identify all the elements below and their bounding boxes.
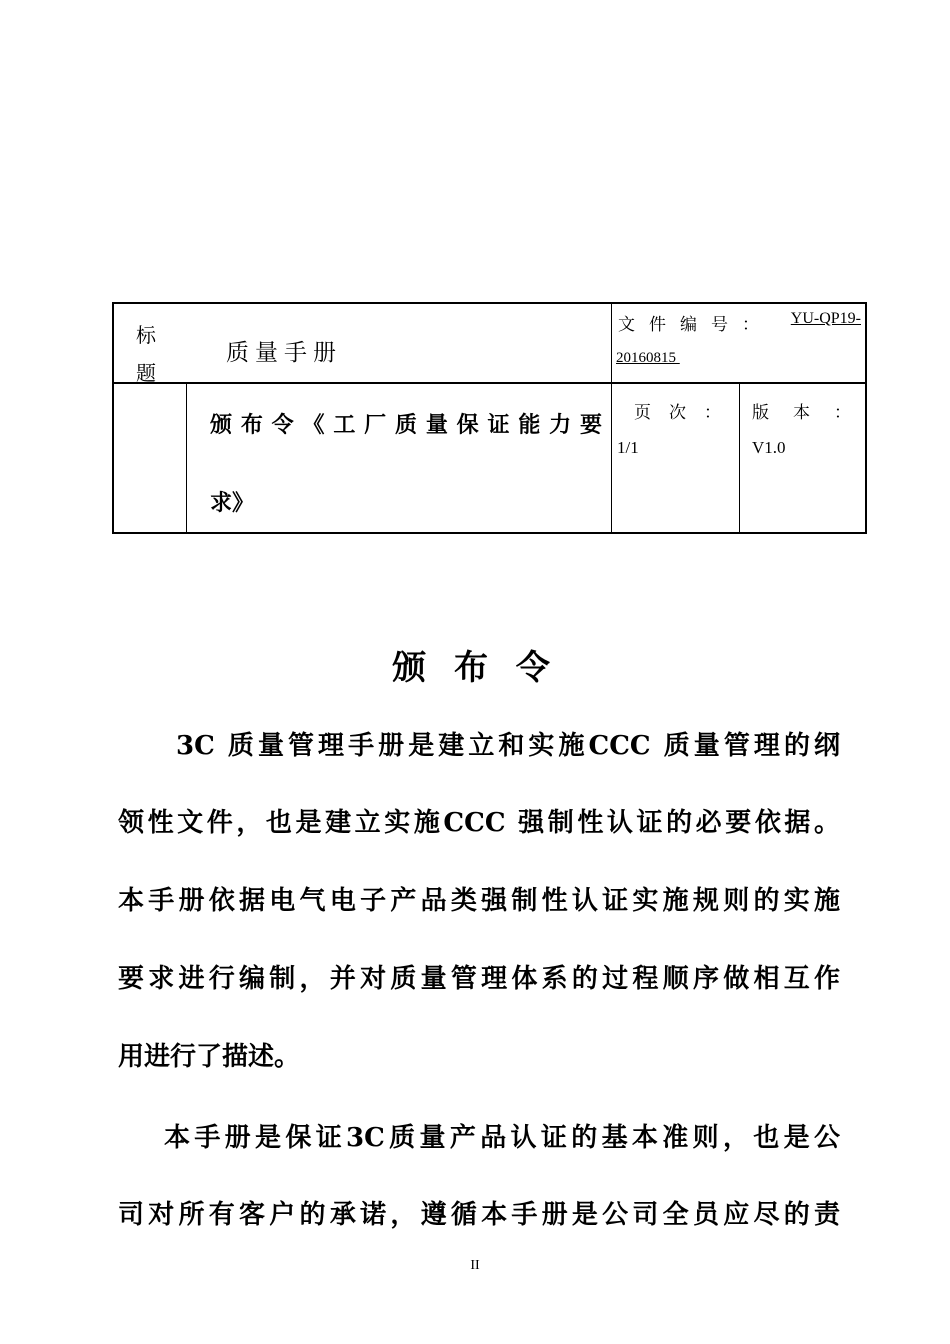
paragraph1-line1: 3C 质量管理手册是建立和实施CCC 质量管理的纲 [176,731,840,761]
header-table [112,302,875,534]
title-label: 标题 [136,323,156,385]
document-title-line1: 颁布令《工厂质量保证能力要 [210,412,602,438]
doc-number-label: 文件编号： [618,315,773,335]
doc-number-cell [612,304,865,382]
page-label [634,398,739,423]
paragraph1-line2: 领性文件，也是建立实施CCC 强制性认证的必要依据。 [118,808,840,838]
version-label-text: 版本： [752,403,875,423]
page-label-text: 页次： [634,403,739,423]
column-divider-page-version [739,383,740,532]
footer-page-number: II [470,1258,480,1273]
paragraph2-line2: 司对所有客户的承诺，遵循本手册是公司全员应尽的责 [118,1200,840,1230]
paragraph1-line4: 要求进行编制，并对质量管理体系的过程顺序做相互作 [118,964,840,994]
row-divider [114,382,865,384]
manual-title: 质量手册 [226,340,342,366]
paragraph1-line3: 本手册依据电气电子产品类强制性认证实施规则的实施 [118,886,840,916]
page-heading: 颁 布 令 [392,648,558,688]
document-title-line2: 求》 [210,490,255,516]
paragraph1-line5: 用进行了描述。 [118,1042,301,1072]
version-label [752,398,875,423]
doc-number-label-row [618,310,861,335]
version-value: V1.0 [752,438,786,457]
paragraph2-line1: 本手册是保证3C质量产品认证的基本准则，也是公 [164,1123,840,1153]
doc-number-value-part1: YU-QP19- [790,310,861,327]
doc-number-value-part2: 20160815 [616,350,680,366]
column-divider-label [186,383,187,532]
page-value: 1/1 [617,438,639,457]
